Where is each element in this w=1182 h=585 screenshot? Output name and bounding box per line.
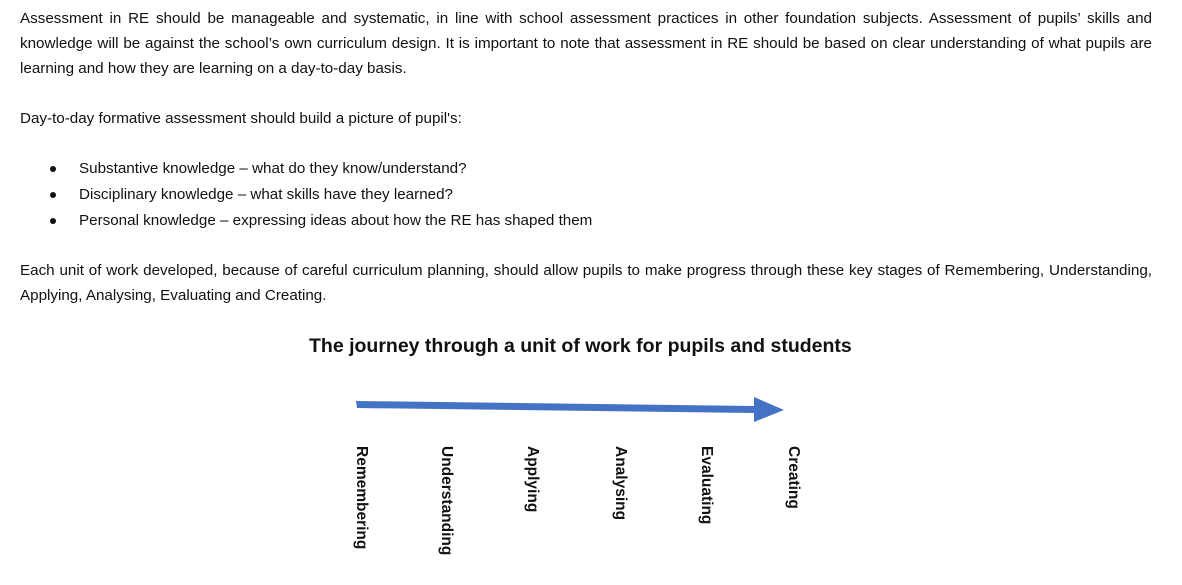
stage-label: Analysing bbox=[612, 446, 629, 521]
bullet-icon bbox=[50, 166, 56, 172]
bullet-text-disciplinary: Disciplinary knowledge – what skills have they learned? bbox=[79, 186, 453, 203]
list-item bbox=[48, 182, 592, 208]
list-item bbox=[48, 156, 592, 182]
stage-understanding bbox=[435, 446, 457, 576]
list-item bbox=[48, 208, 592, 234]
stage-label: Evaluating bbox=[698, 446, 715, 525]
stage-label: Creating bbox=[785, 446, 802, 509]
stage-creating bbox=[782, 446, 804, 576]
progress-arrow-icon bbox=[356, 394, 786, 426]
progress-paragraph: Each unit of work developed, because of careful curriculum planning, should allow pupils to make progress through these key stages of Remembering, Understanding, Applying, Analysing, Evaluating and Creating. bbox=[20, 262, 1152, 304]
stage-remembering bbox=[350, 446, 372, 576]
diagram-title: The journey through a unit of work for pupils and students bbox=[309, 335, 852, 357]
formative-assessment-lead: Day-to-day formative assessment should build a picture of pupil's: bbox=[20, 110, 462, 127]
intro-paragraph: Assessment in RE should be manageable and systematic, in line with school assessment practices in other foundation subjects. Assessment of pupils’ skills and knowledge will be against the school’s own curriculum design. It is important to note that assessment in RE should be based on clear understanding of what pupils are learning and how they are learning on a day-to-day basis. bbox=[20, 10, 1152, 77]
bullet-icon bbox=[50, 192, 56, 198]
stage-label: Understanding bbox=[438, 446, 455, 556]
stage-evaluating bbox=[695, 446, 717, 576]
stage-applying bbox=[521, 446, 543, 576]
stage-label: Remembering bbox=[353, 446, 370, 550]
bullet-icon bbox=[50, 218, 56, 224]
bullet-text-substantive: Substantive knowledge – what do they know/understand? bbox=[79, 160, 467, 177]
stage-label: Applying bbox=[524, 446, 541, 513]
knowledge-bullet-list bbox=[48, 156, 592, 234]
bullet-text-personal: Personal knowledge – expressing ideas about how the RE has shaped them bbox=[79, 212, 593, 229]
progress-arrow-shape bbox=[356, 397, 784, 422]
stage-analysing bbox=[609, 446, 631, 576]
